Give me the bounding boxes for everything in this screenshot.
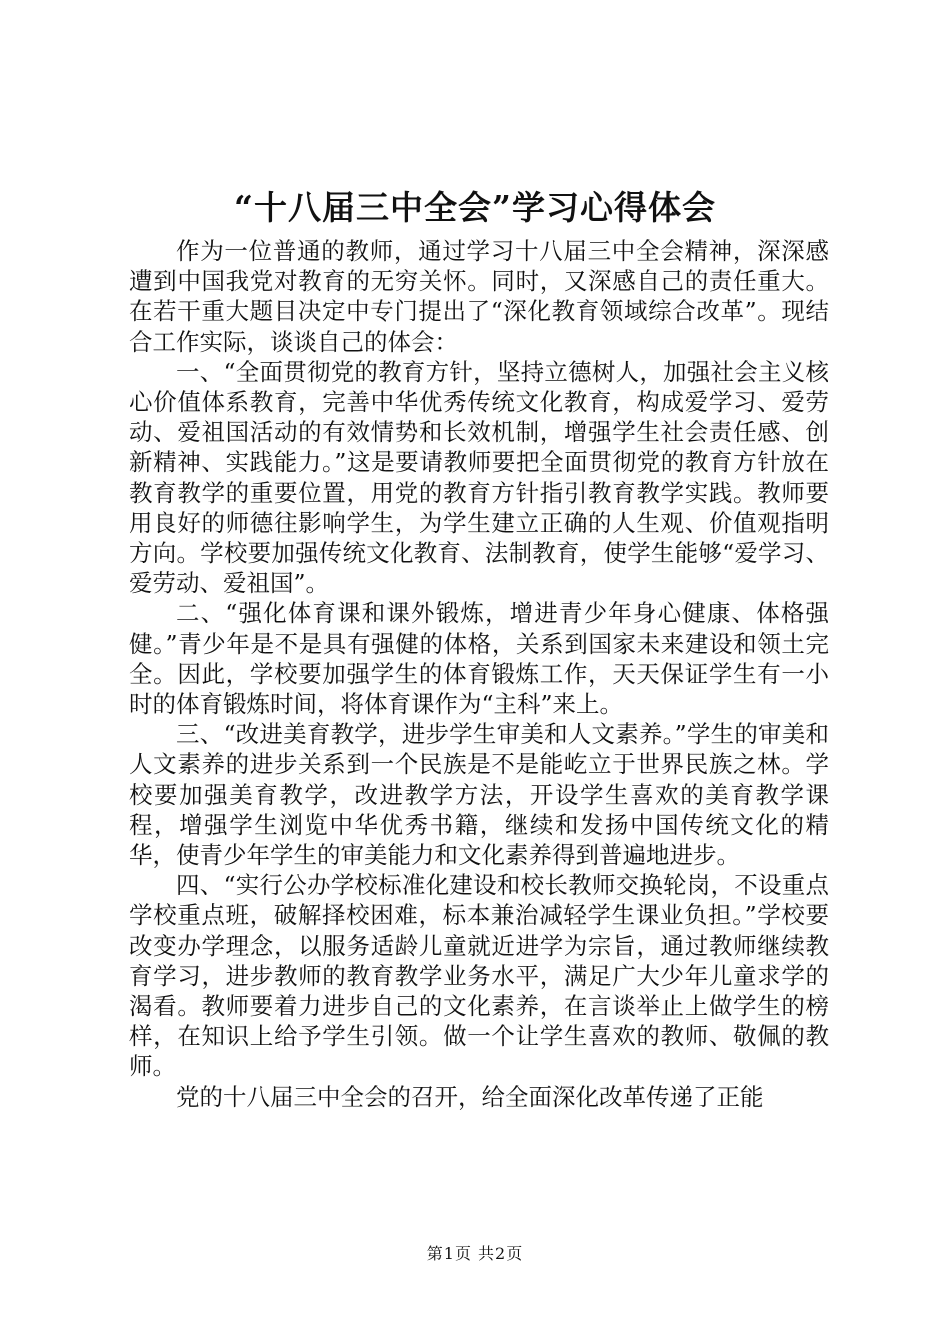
paragraph-intro: 作为一位普通的教师，通过学习十八届三中全会精神，深深感遭到中国我党对教育的无穷关怀。同时，又深感自己的责任重大。在若干重大题目决定中专门提出了“深化教育领域综合改革”。现结合工作实际，谈谈自己的体会：	[129, 237, 829, 356]
paragraph-conclusion: 党的十八届三中全会的召开，给全面深化改革传递了正能	[176, 1082, 764, 1111]
paragraph-point-3: 三、“改进美育教学，进步学生审美和人文素养。”学生的审美和人文素养的进步关系到一个民族是不是能屹立于世界民族之林。学校要加强美育教学，改进教学方法，开设学生喜欢的美育教学课程，增强学生浏览中华优秀书籍，继续和发扬中国传统文化的精华，使青少年学生的审美能力和文化素养得到普遍地进步。	[129, 720, 829, 870]
document-title: “十八届三中全会”学习心得体会	[234, 188, 716, 227]
paragraph-point-4: 四、“实行公办学校标准化建设和校长教师交换轮岗，不设重点学校重点班，破解择校困难，标本兼治减轻学生课业负担。”学校要改变办学理念，以服务适龄儿童就近进学为宗旨，通过教师继续教育学习，进步教师的教育教学业务水平，满足广大少年儿童求学的渴看。教师要着力进步自己的文化素养，在言谈举止上做学生的榜样，在知识上给予学生引领。做一个让学生喜欢的教师、敬佩的教师。	[129, 871, 829, 1081]
page-number: 第1页 共2页	[426, 1244, 524, 1263]
document-body	[129, 236, 829, 1112]
paragraph-point-2: 二、“强化体育课和课外锻炼，增进青少年身心健康、体格强健。”青少年是不是具有强健的体格，关系到国家未来建设和领土完全。因此，学校要加强学生的体育锻炼工作，天天保证学生有一小时的体育锻炼时间，将体育课作为“主科”来上。	[129, 599, 829, 719]
paragraph-point-1: 一、“全面贯彻党的教育方针，坚持立德树人，加强社会主义核心价值体系教育，完善中华优秀传统文化教育，构成爱学习、爱劳动、爱祖国活动的有效情势和长效机制，增强学生社会责任感、创新精神、实践能力。”这是要请教师要把全面贯彻党的教育方针放在教育教学的重要位置，用党的教育方针指引教育教学实践。教师要用良好的师德往影响学生，为学生建立正确的人生观、价值观指明方向。学校要加强传统文化教育、法制教育，使学生能够“爱学习、爱劳动、爱祖国”。	[129, 357, 829, 598]
